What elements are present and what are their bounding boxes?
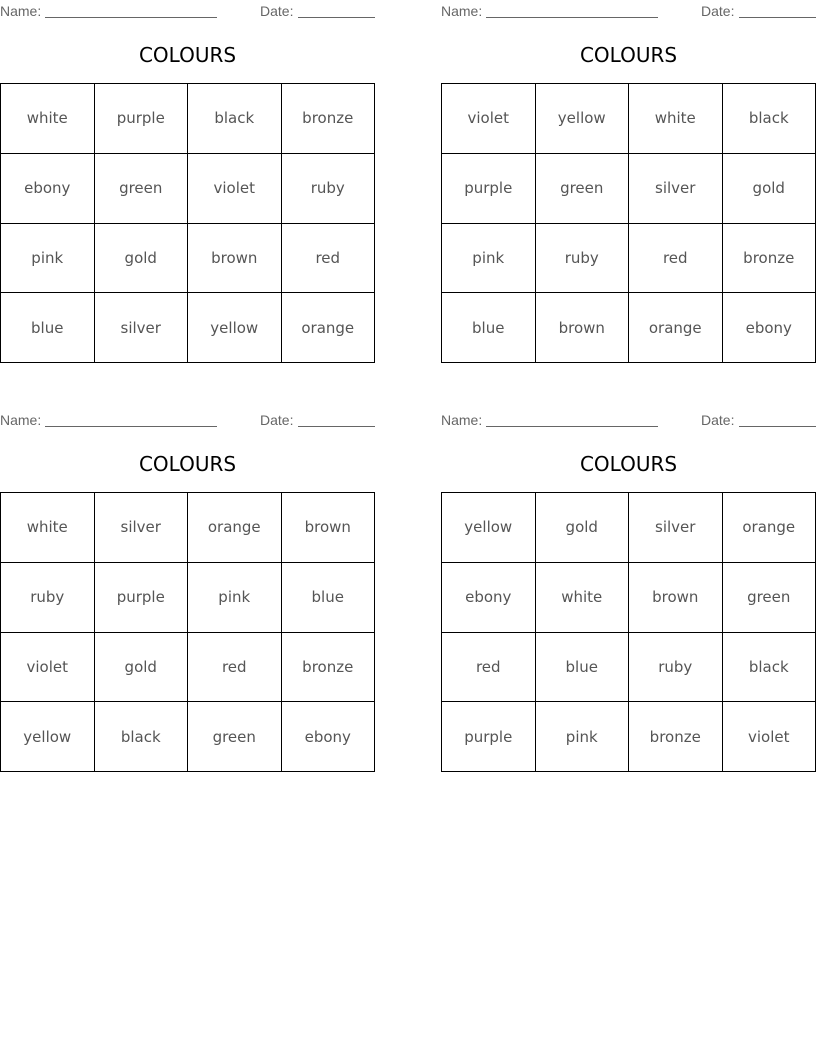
name-field[interactable] <box>45 426 217 427</box>
bingo-cell: purple <box>442 154 536 224</box>
bingo-cell: gold <box>95 633 189 703</box>
card-title: COLOURS <box>579 43 678 67</box>
bingo-cell: white <box>1 493 95 563</box>
card-title: COLOURS <box>138 452 237 476</box>
bingo-cell: red <box>282 224 376 294</box>
bingo-cell: silver <box>629 493 723 563</box>
bingo-cell: ruby <box>1 563 95 633</box>
date-field[interactable] <box>739 17 816 18</box>
bingo-cell: black <box>723 633 816 703</box>
bingo-grid <box>441 492 816 772</box>
bingo-cell: gold <box>95 224 189 294</box>
date-field[interactable] <box>739 426 816 427</box>
bingo-card <box>441 409 816 773</box>
bingo-cell: pink <box>188 563 282 633</box>
name-field[interactable] <box>486 426 658 427</box>
bingo-cell: purple <box>95 84 189 154</box>
bingo-cell: violet <box>1 633 95 703</box>
bingo-cell: black <box>95 702 189 772</box>
name-field[interactable] <box>45 17 217 18</box>
bingo-cell: brown <box>188 224 282 294</box>
bingo-cell: orange <box>188 493 282 563</box>
date-field[interactable] <box>298 426 375 427</box>
bingo-cell: violet <box>188 154 282 224</box>
bingo-card <box>441 0 816 364</box>
bingo-cell: purple <box>95 563 189 633</box>
bingo-cell: silver <box>95 493 189 563</box>
bingo-cell: white <box>536 563 630 633</box>
bingo-cell: pink <box>536 702 630 772</box>
bingo-cell: black <box>188 84 282 154</box>
card-title: COLOURS <box>579 452 678 476</box>
bingo-cell: blue <box>442 293 536 363</box>
date-label: Date: <box>701 3 735 19</box>
bingo-grid <box>441 83 816 363</box>
name-label: Name: <box>441 3 483 19</box>
name-field[interactable] <box>486 17 658 18</box>
date-field[interactable] <box>298 17 375 18</box>
bingo-cell: ebony <box>442 563 536 633</box>
bingo-cell: orange <box>282 293 376 363</box>
bingo-cell: red <box>442 633 536 703</box>
bingo-cell: gold <box>536 493 630 563</box>
bingo-cell: orange <box>723 493 816 563</box>
card-title: COLOURS <box>138 43 237 67</box>
bingo-cell: orange <box>629 293 723 363</box>
bingo-cell: green <box>536 154 630 224</box>
bingo-cell: ruby <box>536 224 630 294</box>
bingo-cell: pink <box>442 224 536 294</box>
bingo-cell: black <box>723 84 816 154</box>
bingo-cell: white <box>629 84 723 154</box>
bingo-cell: red <box>188 633 282 703</box>
bingo-cell: violet <box>723 702 816 772</box>
name-label: Name: <box>0 412 42 428</box>
bingo-cell: brown <box>629 563 723 633</box>
bingo-grid <box>0 492 375 772</box>
bingo-cell: bronze <box>282 633 376 703</box>
bingo-card <box>0 0 375 364</box>
bingo-cell: green <box>188 702 282 772</box>
bingo-cell: white <box>1 84 95 154</box>
bingo-cell: ebony <box>1 154 95 224</box>
bingo-cell: yellow <box>536 84 630 154</box>
bingo-cell: red <box>629 224 723 294</box>
bingo-cell: yellow <box>1 702 95 772</box>
bingo-cell: ebony <box>723 293 816 363</box>
bingo-card <box>0 409 375 773</box>
bingo-cell: gold <box>723 154 816 224</box>
bingo-cell: silver <box>629 154 723 224</box>
bingo-cell: ruby <box>629 633 723 703</box>
name-label: Name: <box>0 3 42 19</box>
bingo-cell: ebony <box>282 702 376 772</box>
bingo-cell: blue <box>536 633 630 703</box>
bingo-cell: bronze <box>723 224 816 294</box>
bingo-cell: bronze <box>282 84 376 154</box>
bingo-grid <box>0 83 375 363</box>
date-label: Date: <box>260 3 294 19</box>
bingo-cell: yellow <box>442 493 536 563</box>
name-label: Name: <box>441 412 483 428</box>
date-label: Date: <box>701 412 735 428</box>
bingo-cell: green <box>723 563 816 633</box>
bingo-cell: pink <box>1 224 95 294</box>
bingo-cell: purple <box>442 702 536 772</box>
bingo-cell: blue <box>1 293 95 363</box>
bingo-cell: yellow <box>188 293 282 363</box>
bingo-cell: brown <box>282 493 376 563</box>
bingo-cell: bronze <box>629 702 723 772</box>
bingo-cell: brown <box>536 293 630 363</box>
bingo-cell: silver <box>95 293 189 363</box>
bingo-cell: blue <box>282 563 376 633</box>
bingo-cell: green <box>95 154 189 224</box>
bingo-cell: violet <box>442 84 536 154</box>
date-label: Date: <box>260 412 294 428</box>
bingo-cell: ruby <box>282 154 376 224</box>
